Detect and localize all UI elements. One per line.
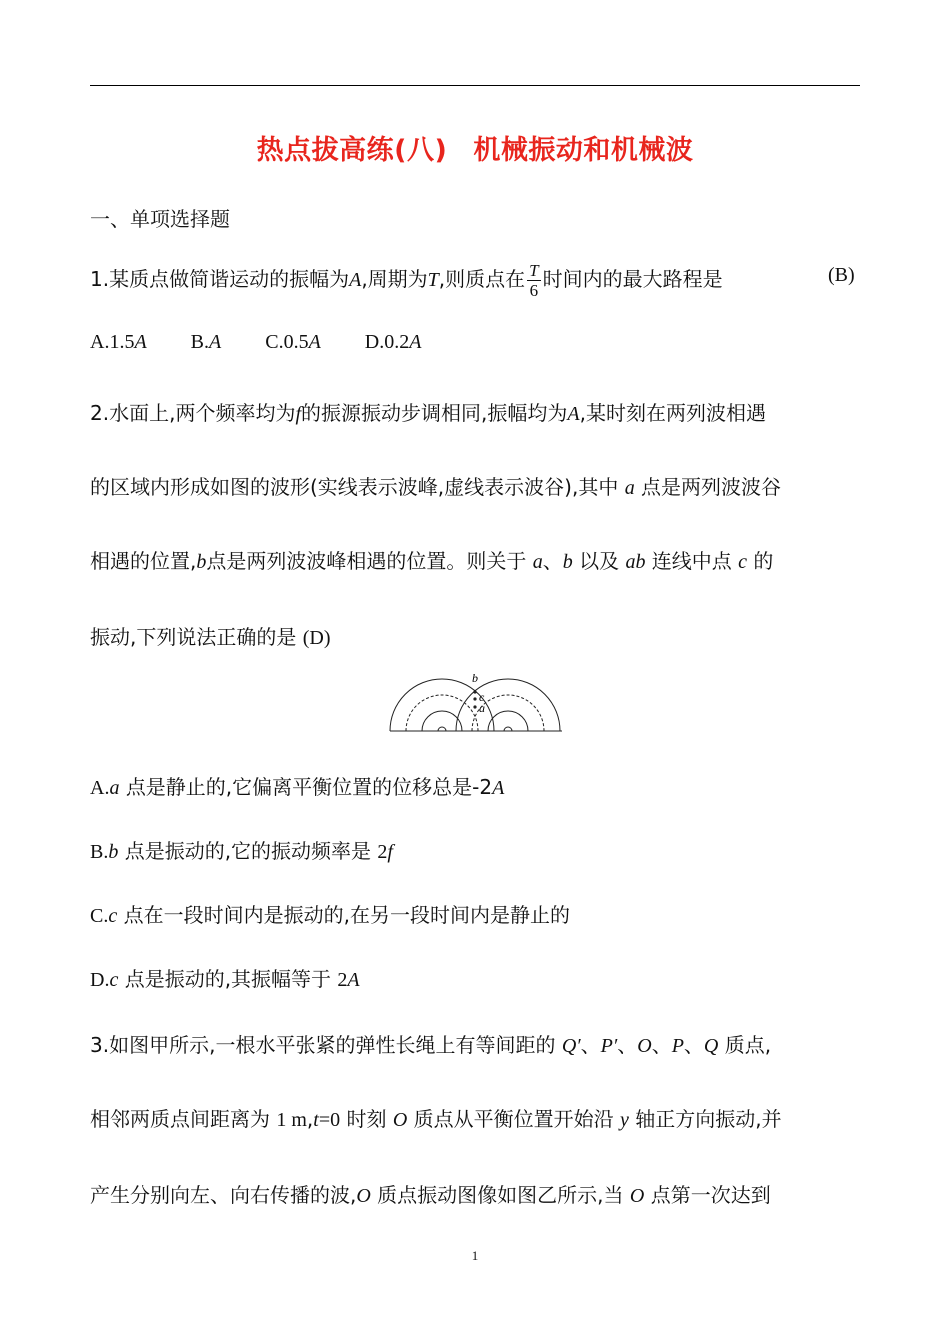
question-2-line-3: 相遇的位置,b点是两列波波峰相遇的位置。则关于 a、b 以及 ab 连线中点 c 的 (90, 549, 774, 573)
label-b: b (472, 671, 478, 685)
source-right (504, 727, 512, 731)
page-title (0, 128, 950, 167)
question-2-line-1: 2.水面上,两个频率均为f的振源振动步调相同,振幅均为A,某时刻在两列波相遇 (90, 401, 766, 425)
fraction: $\frac{T}{6}$ (529, 261, 539, 300)
point-c (473, 697, 476, 700)
question-1-stem: 1.某质点做简谐运动的振幅为A,周期为T,则质点在 $\frac{T}{6}$ 时间内的最大路程是 (90, 261, 723, 300)
question-3-line-3: 产生分别向左、向右传播的波,O 质点振动图像如图乙所示,当 O 点第一次达到 (90, 1183, 771, 1207)
section-heading: 一、单项选择题 (90, 207, 230, 231)
question-1-options (90, 331, 465, 354)
label-a: a (479, 701, 485, 715)
title-main: 热点拔高练(八) (256, 135, 448, 166)
trough-left (406, 695, 478, 731)
option-b: B.A (190, 331, 222, 353)
question-2-line-2: 的区域内形成如图的波形(实线表示波峰,虚线表示波谷),其中 a 点是两列波波谷 (90, 475, 782, 499)
option-d: D.0.2A (364, 331, 422, 353)
question-2-option-c: C.c 点在一段时间内是振动的,在另一段时间内是静止的 (90, 903, 570, 927)
label-c: c (479, 690, 485, 704)
source-left (438, 727, 446, 731)
option-a: A.1.5A (90, 331, 147, 353)
question-1-answer: (B) (828, 264, 855, 286)
point-b (473, 690, 476, 693)
option-c: C.0.5A (265, 331, 321, 353)
wave-interference-figure (388, 671, 564, 735)
header-rule (90, 85, 860, 86)
question-2-option-d: D.c 点是振动的,其振幅等于 2A (90, 967, 360, 991)
question-3-line-2: 相邻两质点间距离为 1 m,t=0 时刻 O 质点从平衡位置开始沿 y 轴正方向振动,并 (90, 1107, 782, 1131)
question-2-line-4: 振动,下列说法正确的是 (D) (90, 625, 331, 649)
question-2-answer: (D) (302, 627, 331, 649)
question-3-line-1: 3.如图甲所示,一根水平张紧的弹性长绳上有等间距的 Q′、P′、O、P、Q 质点, (90, 1033, 772, 1057)
crest-right-outer (456, 679, 560, 731)
question-2-option-a: A.a 点是静止的,它偏离平衡位置的位移总是-2A (90, 775, 505, 799)
question-2-option-b: B.b 点是振动的,它的振动频率是 2f (90, 839, 393, 863)
page-number: 1 (471, 1248, 479, 1263)
point-a (473, 705, 476, 708)
title-sub: 机械振动和机械波 (473, 135, 694, 166)
